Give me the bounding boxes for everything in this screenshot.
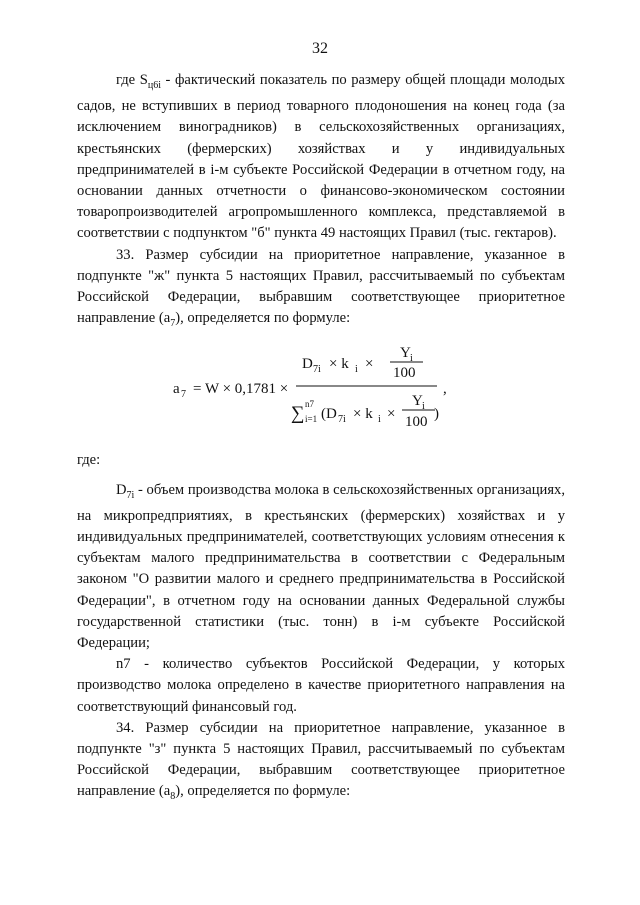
denominator-d-sub: 7i bbox=[338, 414, 346, 426]
paragraph-34 bbox=[77, 718, 565, 808]
d7-definition-text: - объем производства молока в сельскохозяйственных организациях, на микропредприятиях, в крестьянских (фермерских) хозяйствах и у индивидуальных предпринимателей, соответствующих условиям отнесения к субъектам малого предпринимательства в соответствии с Федеральным законом "О развитии малого и среднего предпринимательства в Российской Федерации", в отчетном году на основании данных Федеральной службы государственной статистики (тыс. тонн) в i-м субъекте Российской Федерации; bbox=[77, 481, 565, 652]
s-definition-text: - фактический показатель по размеру общей площади молодых садов, не вступивших в период товарного плодоношения на конец года (за исключением виноградников) в сельскохозяйственных организациях, крестьянских (фермерских) хозяйствах и у индивидуальных предпринимателей в i-м субъекте Российской Федерации в отчетном году, на основании данных отчетности о финансово-экономическом состоянии товаропроизводителей агропромышленного комплекса, представляемой в соответствии с подпунктом "б" пункта 49 настоящих Правил (тыс. гектаров). bbox=[77, 72, 565, 242]
numerator-k: × k bbox=[329, 356, 349, 373]
page-content bbox=[77, 70, 565, 808]
page-number: 32 bbox=[312, 40, 328, 57]
sum-upper-limit: n7 bbox=[305, 399, 314, 410]
s-subscript: ц6i bbox=[147, 80, 161, 91]
numerator-times: × bbox=[365, 356, 374, 373]
paragraph-33-subscript: 7 bbox=[170, 318, 176, 330]
denominator-open: (D bbox=[321, 406, 337, 423]
denominator-hundred: 100 bbox=[405, 414, 428, 431]
denominator-y: Y bbox=[412, 393, 423, 410]
paragraph-34-text: 34. Размер субсидии на приоритетное направление, указанное в подпункте "з" пункта 5 настоящих Правил, рассчитываемый по субъектам Российской Федерации, выбравшим соответствующее приоритетное направление (a bbox=[77, 719, 565, 800]
denominator-times: × bbox=[387, 406, 396, 423]
sum-lower-limit: i=1 bbox=[305, 414, 318, 425]
formula-comma: , bbox=[443, 381, 447, 398]
spacer bbox=[77, 472, 565, 480]
numerator-y: Y bbox=[400, 345, 411, 362]
definition-d7 bbox=[77, 480, 565, 655]
formula-a7 bbox=[77, 338, 565, 444]
definition-n7: n7 - количество субъектов Российской Федерации, у которых производство молока определено в качестве приоритетного направления на соответствующий финансовый год. bbox=[77, 656, 565, 715]
numerator-k-sub: i bbox=[355, 364, 358, 376]
sum-sign: ∑ bbox=[291, 403, 305, 425]
paragraph-s-definition bbox=[77, 70, 565, 245]
denominator-k-sub: i bbox=[378, 414, 381, 426]
s-lead: где S bbox=[116, 72, 148, 88]
where-label: где: bbox=[77, 452, 101, 469]
formula-a7-svg bbox=[77, 338, 565, 444]
numerator-d-sub: 7i bbox=[313, 364, 321, 376]
paragraph-34-tail: ), определяется по формуле: bbox=[175, 783, 351, 800]
numerator-hundred: 100 bbox=[393, 365, 416, 382]
numerator-y-sub: i bbox=[410, 353, 413, 365]
formula-lhs: a bbox=[173, 381, 180, 398]
denominator-y-sub: i bbox=[422, 401, 425, 413]
formula-lhs-sub: 7 bbox=[181, 389, 186, 401]
paragraph-33-text: 33. Размер субсидии на приоритетное направление, указанное в подпункте "ж" пункта 5 настоящих Правил, рассчитываемый по субъектам Российской Федерации, выбравшим соответствующее приоритетное направление (a bbox=[77, 246, 565, 327]
paragraph-33-tail: ), определяется по формуле: bbox=[175, 310, 351, 327]
paragraph-34-subscript: 8 bbox=[170, 791, 176, 803]
formula-eq: = W × 0,1781 × bbox=[193, 381, 289, 398]
paragraph-33 bbox=[77, 245, 565, 335]
denominator-k: × k bbox=[353, 406, 373, 423]
d7-symbol: D bbox=[116, 481, 127, 498]
numerator-d: D bbox=[302, 356, 313, 373]
d7-subscript: 7i bbox=[126, 489, 135, 501]
denominator-close: ) bbox=[434, 406, 439, 423]
